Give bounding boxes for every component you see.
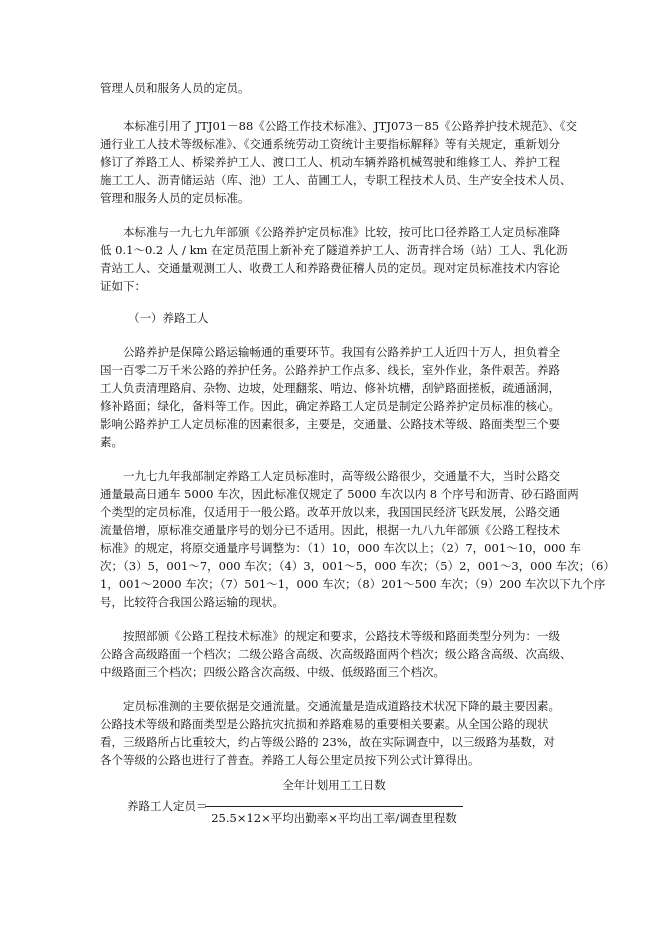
paragraph-6-line: 公路技术等级和路面类型是公路抗灾抗损和养路难易的重要相关要素。从全国公路的现状 (100, 717, 549, 731)
paragraph-2-line: 低 0.1～0.2 人 / km 在定员范围上新补充了隧道养护工人、沥青拌合场（站）工人、乳化沥 (100, 243, 568, 257)
paragraph-3-line: 素。 (100, 435, 123, 449)
paragraph-4-line: 次；（3）5，001～7，000 车次；（4）3，001～5，000 车次；（5）2，001～3，000 车次；（6） (100, 559, 615, 573)
paragraph-1-line: 修订了养路工人、桥梁养护工人、渡口工人、机动车辆养路机械驾驶和维修工人、养护工程 (100, 155, 560, 169)
paragraph-4-line: 通量最高日通车 5000 车次，因此标准仅规定了 5000 车次以内 8 个序号和沥青、砂石路面两 (100, 487, 579, 501)
paragraph-1-line: 本标准引用了 JTJ01－88《公路工作技术标准》、JTJ073－85《公路养护技术规范》、《交 (100, 119, 578, 133)
paragraph-6-line: 看，三级路所占比重较大，约占等级公路的 23%，故在实际调查中，以三级路为基数，对 (100, 735, 555, 749)
formula-denominator: 25.5×12×平均出勤率×平均出工率/调查里程数 (211, 811, 457, 825)
paragraph-5-line: 公路含高级路面一个档次；二级公路含高级、次高级路面两个档次；级公路含高级、次高级、 (100, 647, 572, 661)
paragraph-4-line: 号，比较符合我国公路运输的现状。 (100, 595, 284, 609)
paragraph-5-line: 按照部颁《公路工程技术标准》的规定和要求，公路技术等级和路面类型分列为：一级 (100, 629, 560, 643)
paragraph-2-line: 本标准与一九七九年部颁《公路养护定员标准》比较，按可比口径养路工人定员标准降 (100, 225, 560, 239)
paragraph-4-line: 个类型的定员标准，仅适用于一般公路。改革开放以来，我国国民经济飞跃发展，公路交通 (100, 505, 560, 519)
paragraph-4-line: 标准》的规定，将原交通量序号调整为：（1）10，000 车次以上；（2）7，001～10，000 车 (100, 541, 581, 555)
formula-label: 养路工人定员＝ (127, 799, 208, 813)
paragraph-4-line: 流量倍增，原标准交通量序号的划分已不适用。因此，根据一九八九年部颁《公路工程技术 (100, 523, 560, 537)
paragraph-3-line: 影响公路养护工人定员标准的因素很多，主要是，交通量、公路技术等级、路面类型三个要 (100, 417, 560, 431)
section-heading: （一）养路工人 (128, 311, 209, 325)
paragraph-1-line: 管理和服务人员的定员标准。 (100, 191, 250, 205)
paragraph-6-line: 各个等级的公路也进行了普查。养路工人每公里定员按下列公式计算得出。 (100, 753, 480, 767)
paragraph-3-line: 修补路面；绿化，备料等工作。因此，确定养路工人定员是制定公路养护定员标准的核心。 (100, 399, 560, 413)
paragraph-3-line: 公路养护是保障公路运输畅通的重要环节。我国有公路养护工人近四十万人，担负着全 (100, 345, 560, 359)
paragraph-1-line: 施工工人、沥青储运站（库、池）工人、苗圃工人，专职工程技术人员、生产安全技术人员、 (100, 173, 572, 187)
paragraph-2-line: 证如下： (100, 279, 146, 293)
paragraph-2-line: 青站工人、交通量观测工人、收费工人和养路费征稽人员的定员。现对定员标准技术内容论 (100, 261, 560, 275)
paragraph-3-line: 工人负责清理路肩、杂物、边坡，处理翻浆、啃边、修补坑槽，刮铲路面搓板，疏通涵洞， (100, 381, 560, 395)
paragraph-5-line: 中级路面三个档次；四级公路含次高级、中级、低级路面三个档次。 (100, 665, 445, 679)
paragraph-1-line: 通行业工人技术等级标准》、《交通系统劳动工资统计主要指标解释》等有关规定，重新划分 (100, 137, 560, 151)
paragraph-4-line: 一九七九年我部制定养路工人定员标准时，高等级公路很少，交通量不大，当时公路交 (100, 469, 560, 483)
formula-fraction-bar (205, 806, 463, 807)
paragraph-4-line: 1，001～2000 车次；（7）501～1，000 车次；（8）201～500 车次；（9）200 车次以下九个序 (100, 577, 606, 591)
paragraph-6-line: 定员标准测的主要依据是交通流量。交通流量是造成道路技术状况下降的最主要因素。 (100, 699, 560, 713)
formula-numerator: 全年计划用工工日数 (282, 778, 386, 792)
intro-line: 管理人员和服务人员的定员。 (100, 81, 250, 95)
paragraph-3-line: 国一百零二万千米公路的养护任务。公路养护工作点多、线长，室外作业，条件艰苦。养路 (100, 363, 560, 377)
